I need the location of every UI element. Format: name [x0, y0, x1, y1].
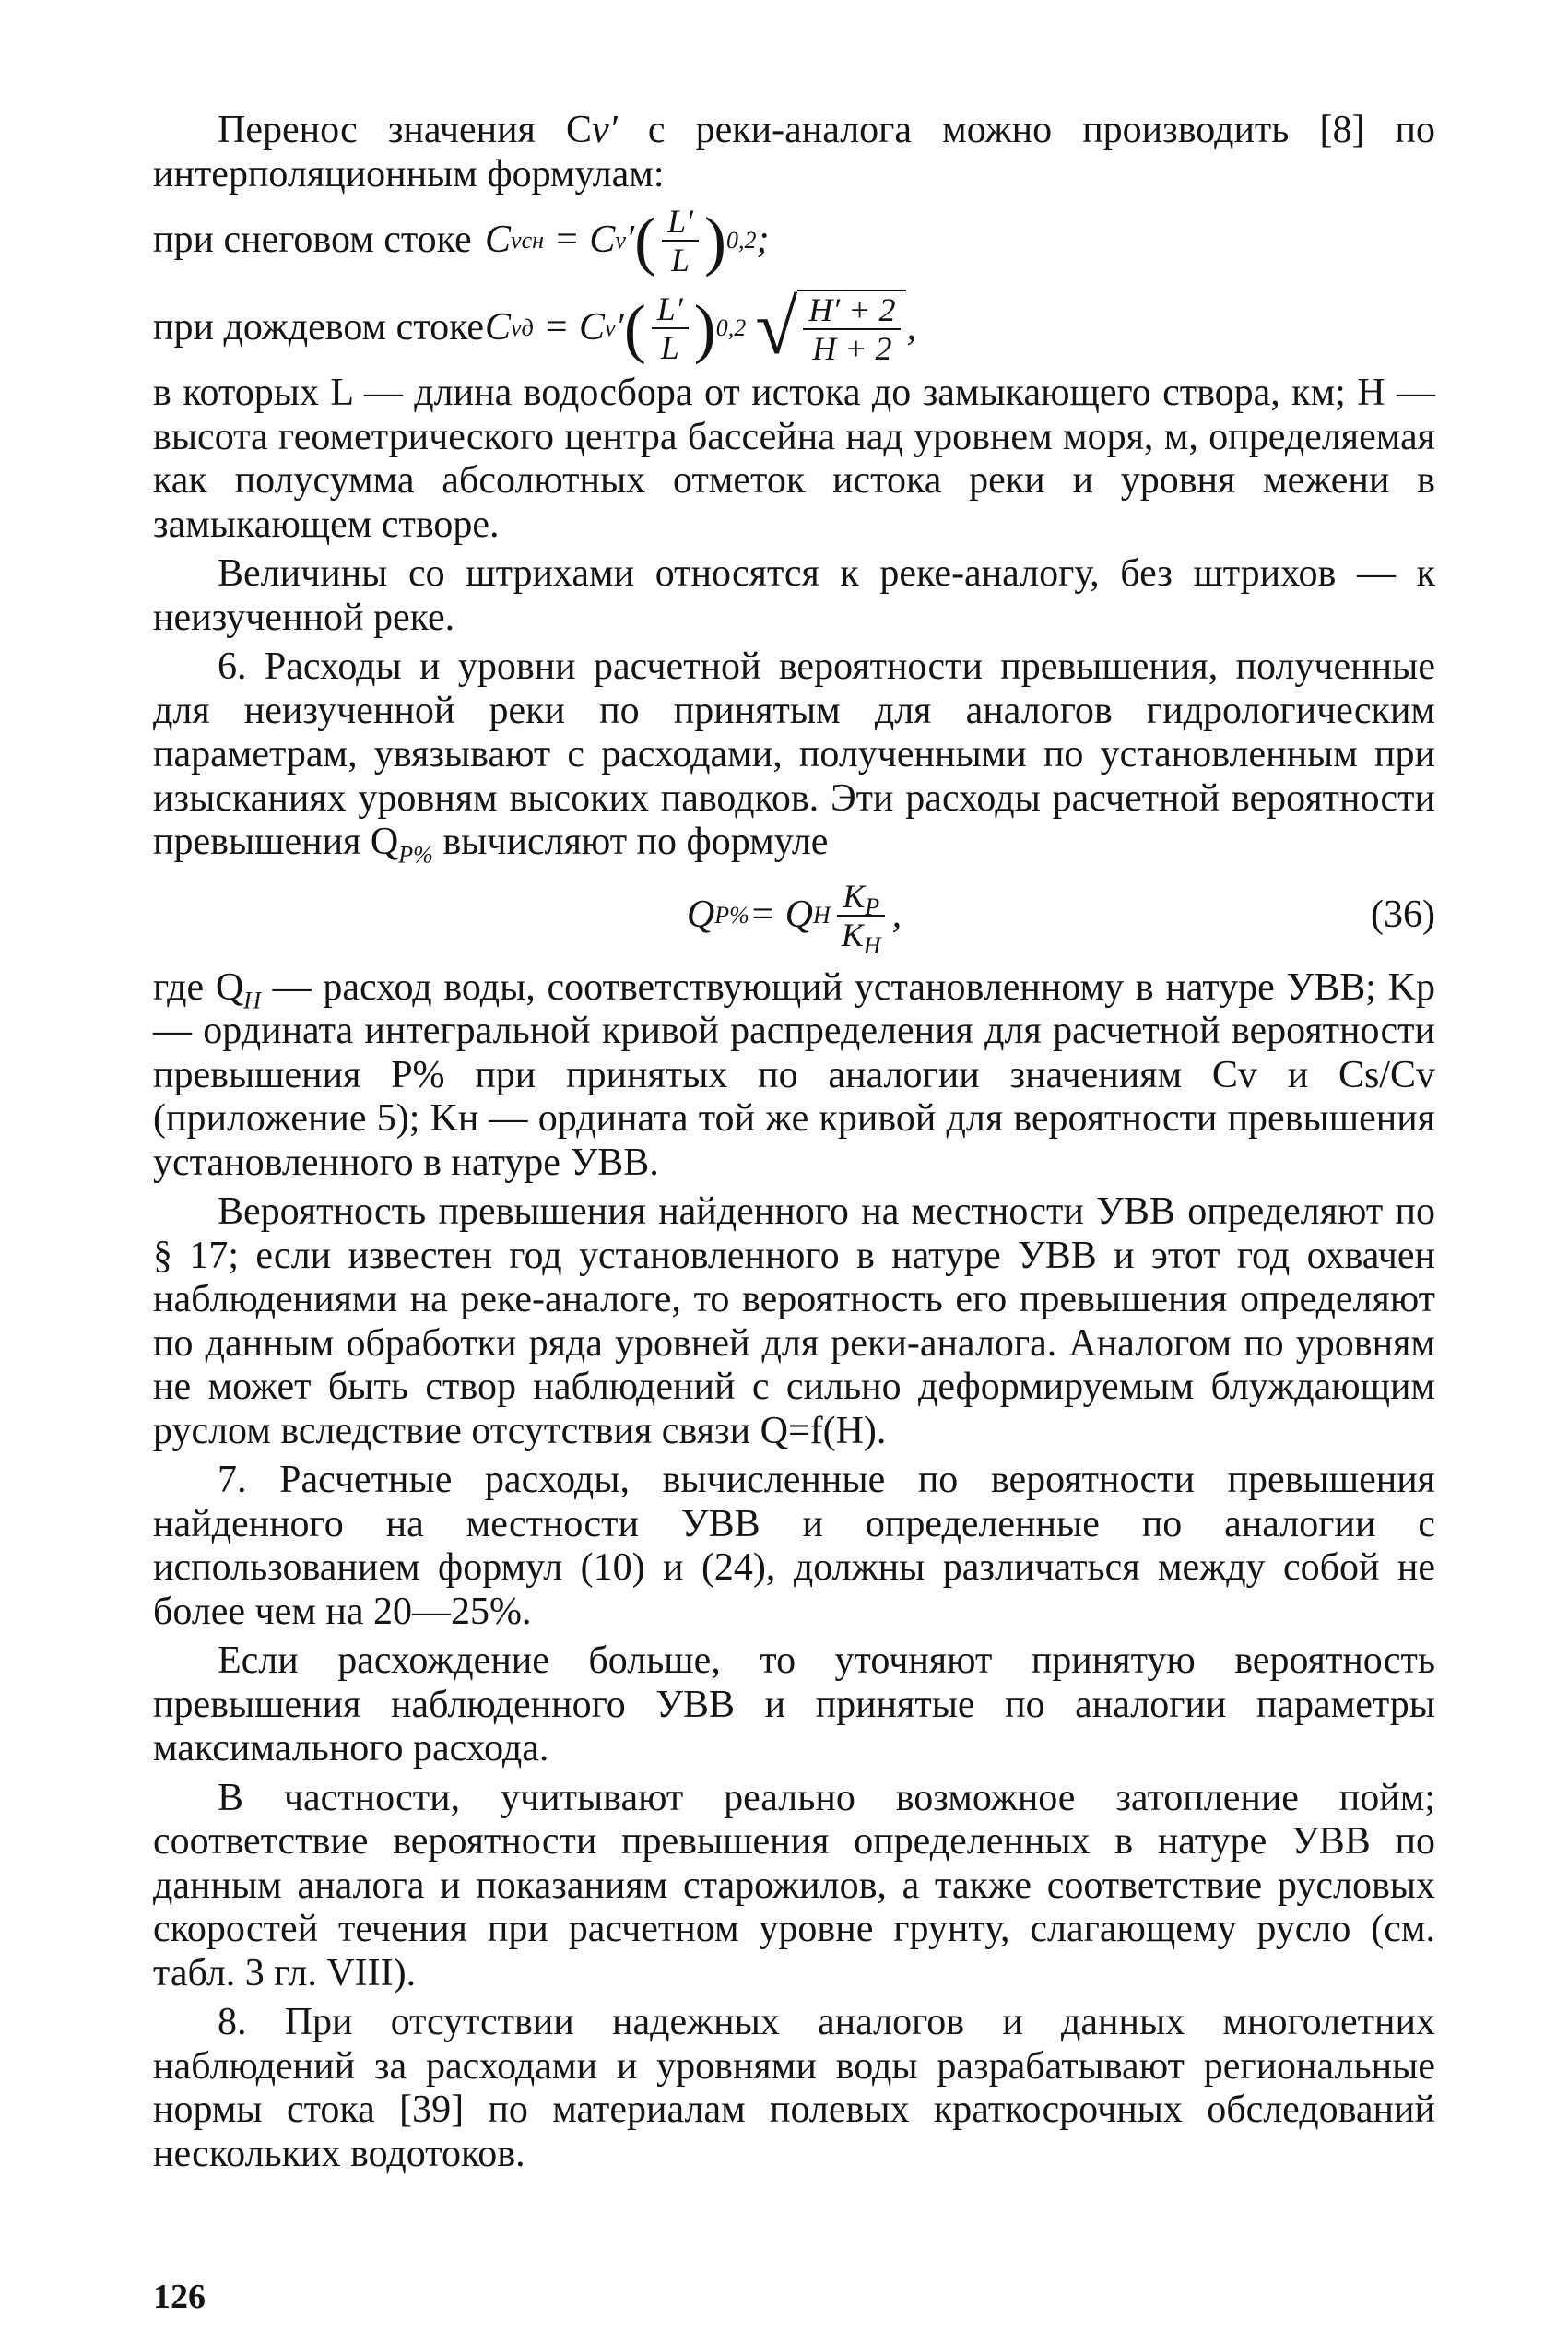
- paragraph-in-particular: В частности, учитывают реально возможное затопление пойм; соответствие вероятности превышения определенных в натуре УВВ по данным аналога и показаниям старожилов, а также соответствие русловых скоростей течения при расчетном уровне грунту, слагающему русло (см. табл. 3 гл. VIII).: [153, 1776, 1435, 1994]
- equation-36: Q P% = Q H $\frac{K_P}{K_H}$ , (36): [686, 877, 1435, 959]
- text-run: где Q: [153, 965, 244, 1009]
- formula-expression: C v д = C v ′ ( $\frac{L'}{L}$ ) 0,2 √ $\frac{H' + 2}{H + 2}$ ,: [485, 284, 916, 371]
- fraction-denominator: H + 2: [812, 329, 892, 367]
- paragraph-discrepancy: Если расхождение больше, то уточняют принятую вероятность превышения наблюденного УВВ и принятые по аналогии параметры максимального расхода.: [153, 1639, 1435, 1769]
- fraction: [803, 291, 901, 367]
- text-run: 6. Расходы и уровни расчетной вероятности превышения, полученные для неизученной реки по принятым для аналогов гидрологическим параметрам, увязывают с расходами, полученными по установленным при изысканиях уровням высоких паводков. Эти расходы расчетной вероятности превышения Q: [153, 645, 1435, 863]
- text-run: v′: [591, 109, 618, 151]
- fraction: [652, 290, 689, 366]
- paragraph-item-8: 8. При отсутствии надежных аналогов и данных многолетних наблюдений за расходами и уровнями воды разрабатывают региональные нормы стока [39] по материалам полевых краткосрочных обследований нескольких водотоков.: [153, 2001, 1435, 2175]
- formula-snow: [153, 196, 1435, 284]
- fraction-denominator: L: [660, 328, 679, 366]
- formula-expression: C v сн = C v ′ ( $\frac{L'}{L}$ ) 0,2 ;: [485, 202, 770, 278]
- equation-symbol: K: [843, 877, 866, 915]
- paragraph-item-6: [153, 645, 1435, 869]
- subscript: P: [865, 893, 880, 920]
- equation-symbol: = Q: [749, 893, 813, 936]
- fraction: [662, 203, 699, 278]
- fraction: [836, 877, 887, 959]
- paragraph-transfer: [153, 109, 1435, 196]
- paragraph-where: [153, 966, 1435, 1186]
- subscript: H: [243, 986, 261, 1013]
- fraction-denominator: [836, 916, 887, 959]
- fraction-denominator: L: [671, 241, 690, 278]
- text-run: с реки-аналога можно производить [8] по интерполяционным формулам:: [153, 109, 1435, 195]
- fraction-numerator: L′: [662, 203, 699, 242]
- paragraph-item-7: 7. Расчетные расходы, вычисленные по вероятности превышения найденного на местности УВВ и определенные по аналогии с использованием формул (10) и (24), должны различаться между собой не более чем на 20—25%.: [153, 1459, 1435, 1633]
- equation-symbol: Q: [686, 893, 715, 936]
- text-run: Перенос значения C: [218, 109, 592, 151]
- equation-symbol: K: [841, 916, 864, 953]
- square-root: √ $\frac{H' + 2}{H + 2}$: [755, 290, 906, 367]
- fraction-numerator: [837, 877, 885, 920]
- paragraph-definitions: в которых L — длина водосбора от истока до замыкающего створа, км; H — высота геометрического центра бассейна над уровнем моря, м, определяемая как полусумма абсолютных отметок истока реки и уровня межени в замыкающем створе.: [153, 372, 1435, 546]
- formula-label: при снеговом стоке: [153, 218, 472, 261]
- formula-label: при дождевом стоке: [153, 305, 485, 349]
- equation-number: (36): [1371, 893, 1435, 936]
- fraction-numerator: L′: [652, 290, 689, 329]
- text-run: — расход воды, соответствующий установленному в натуре УВВ; Kр — ордината интегральной кривой распределения для расчетной вероятности превышения P% при принятых по аналогии значениям Cv и Cs/Cv (приложение 5); Kн — ордината той же кривой для вероятности превышения установленного в натуре УВВ.: [153, 965, 1435, 1184]
- paragraph-probability: Вероятность превышения найденного на местности УВВ определяют по § 17; если известен год установленного в натуре УВВ и этот год охвачен наблюдениями на реке-аналоге, то вероятность его превышения определяют по данным обработки ряда уровней для реки-аналога. Аналогом по уровням не может быть створ наблюдений с сильно деформируемым блуждающим руслом вследствие отсутствия связи Q=f(H).: [153, 1190, 1435, 1452]
- formula-rain: [153, 284, 1435, 372]
- subscript: H: [863, 931, 881, 959]
- subscript: P%: [398, 841, 433, 869]
- fraction-numerator: H′ + 2: [803, 291, 901, 330]
- paragraph-primes: Величины со штрихами относятся к реке-аналогу, без штрихов — к неизученной реке.: [153, 552, 1435, 639]
- text-run: вычисляют по формуле: [432, 821, 829, 863]
- page-number: 126: [153, 2278, 206, 2316]
